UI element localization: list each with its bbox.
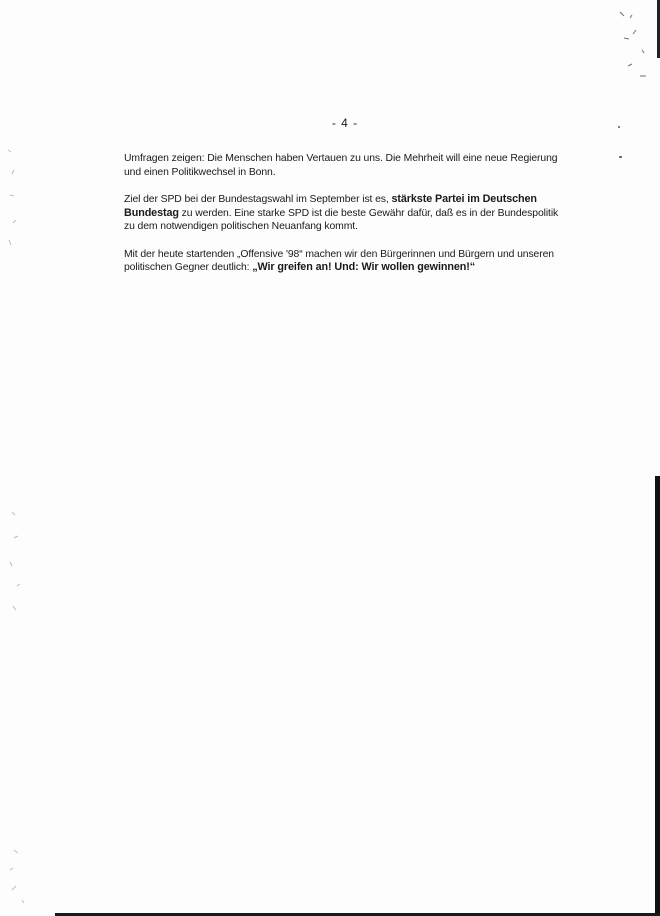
- scan-dust-left-middle: [4, 500, 30, 620]
- paragraph-2: [124, 193, 564, 234]
- paragraph-2-bold-text: stärkste Partei im Deutschen Bundestag: [124, 193, 537, 219]
- scan-dust-left-bottom: [4, 790, 30, 910]
- scan-edge-right-artifact: [655, 476, 660, 914]
- scan-dust-top-right: [614, 4, 654, 84]
- scan-dust-left-top: [4, 140, 30, 260]
- paragraph-3-text-start: Mit der heute startenden „Offensive '98“ machen wir den Bürgerinnen und Bürgern und unseren politischen Gegner deutlich:: [124, 248, 554, 273]
- paragraph-3: [124, 248, 564, 275]
- paragraph-2-text-start: Ziel der SPD bei der Bundestagswahl im September ist es,: [124, 194, 392, 205]
- paragraph-1-text: Umfragen zeigen: Die Menschen haben Vertauen zu uns. Die Mehrheit will eine neue Regierung und einen Politikwechsel in Bonn.: [124, 153, 558, 178]
- paragraph-2-text-end: zu werden. Eine starke SPD ist die beste Gewähr dafür, daß es in der Bundespolitik zu dem notwendigen politischen Neuanfang kommt.: [124, 207, 559, 232]
- page-number: - 4 -: [331, 116, 359, 130]
- paragraph-3-bold-text: „Wir greifen an! Und: Wir wollen gewinnen!“: [252, 261, 476, 273]
- paragraph-1: [124, 152, 564, 179]
- body-text: [124, 152, 564, 289]
- scan-speck: [619, 156, 622, 158]
